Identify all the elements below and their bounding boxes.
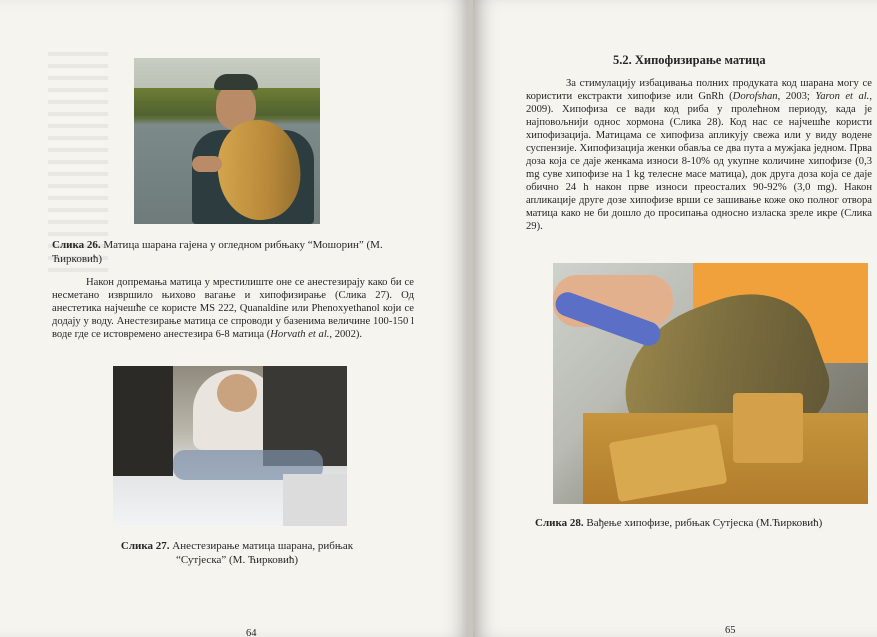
figure-28-caption	[535, 516, 855, 530]
figure-28-label: Слика 28.	[535, 517, 584, 529]
figure-27-caption	[107, 539, 367, 567]
figure-28-text: Вађење хипофизе, рибњак Сутјеска (М.Ћирковић)	[583, 517, 823, 529]
left-body-paragraph	[52, 276, 414, 341]
right-body-citation-1: Dorofshan	[732, 91, 778, 102]
figure-26-text: Матица шарана гајена у огледном рибњаку “Мошорин” (М. Ћирковић)	[52, 239, 383, 265]
right-body-text: За стимулацију избацивања полних продуката код шарана могу се користити екстракти хипофизе или GnRh (	[526, 78, 872, 102]
figure-27-label: Слика 27.	[120, 540, 170, 552]
left-body-text: Након допремања матица у мрестилиште оне се анестезирају како би се несметано извршило њихово вагање и хипофизирање (Слика 27). Од анестетика најчешће се користе MS 222, Quanaldine или Phenoxyethanol који се додају у воду. Анестезирање матица се спроводи у базенима величине 100-150 l воде где се истовремено анестезира 6-8 матица (	[52, 277, 414, 340]
left-body-citation: Horvath et al.	[270, 329, 330, 340]
figure-26-caption	[52, 238, 414, 266]
right-body-text-2: , 2003;	[777, 91, 816, 102]
figure-26-photo	[134, 58, 320, 224]
left-page-number: 64	[246, 628, 257, 637]
section-heading: 5.2. Хипофизирање матица	[613, 53, 766, 67]
right-body-text-3: , 2009). Хипофиза се вади код риба у пролећном периоду, када је најповољнији однос хормона (Слика 28). Код нас се најчешће користи хипофизација. Матицама се хипофиза апликују свежа или у виду водене суспензије. Хипофизација женки обавља се два пута а мужјака једном. Прва доза која се даје женкама износи 8-10% од укупне количине хипофизе (0,3 mg суве хипофизе на 1 kg телесне масе матица), док друга доза која се даје обично 24 h након прве износи преосталих 90-92% (3,0 mg). Након апликације друге дозе хипофизе врши се зашивање коже око полног отвора матица како не би дошло до просипања односно изласка зреле икре (Слика 29).	[526, 91, 872, 232]
figure-28-photo	[553, 263, 868, 504]
left-body-text-end: , 2002).	[329, 329, 363, 340]
figure-26-label: Слика 26.	[52, 239, 101, 251]
right-body-citation-2: Yaron et al.	[815, 91, 870, 102]
right-body-paragraph	[526, 77, 872, 233]
figure-27-photo	[113, 366, 347, 526]
right-page-number: 65	[725, 625, 736, 636]
figure-27-text: Анестезирање матица шарана, рибњак “Сутјеска” (М. Ћирковић)	[169, 540, 354, 566]
right-page	[473, 0, 877, 637]
